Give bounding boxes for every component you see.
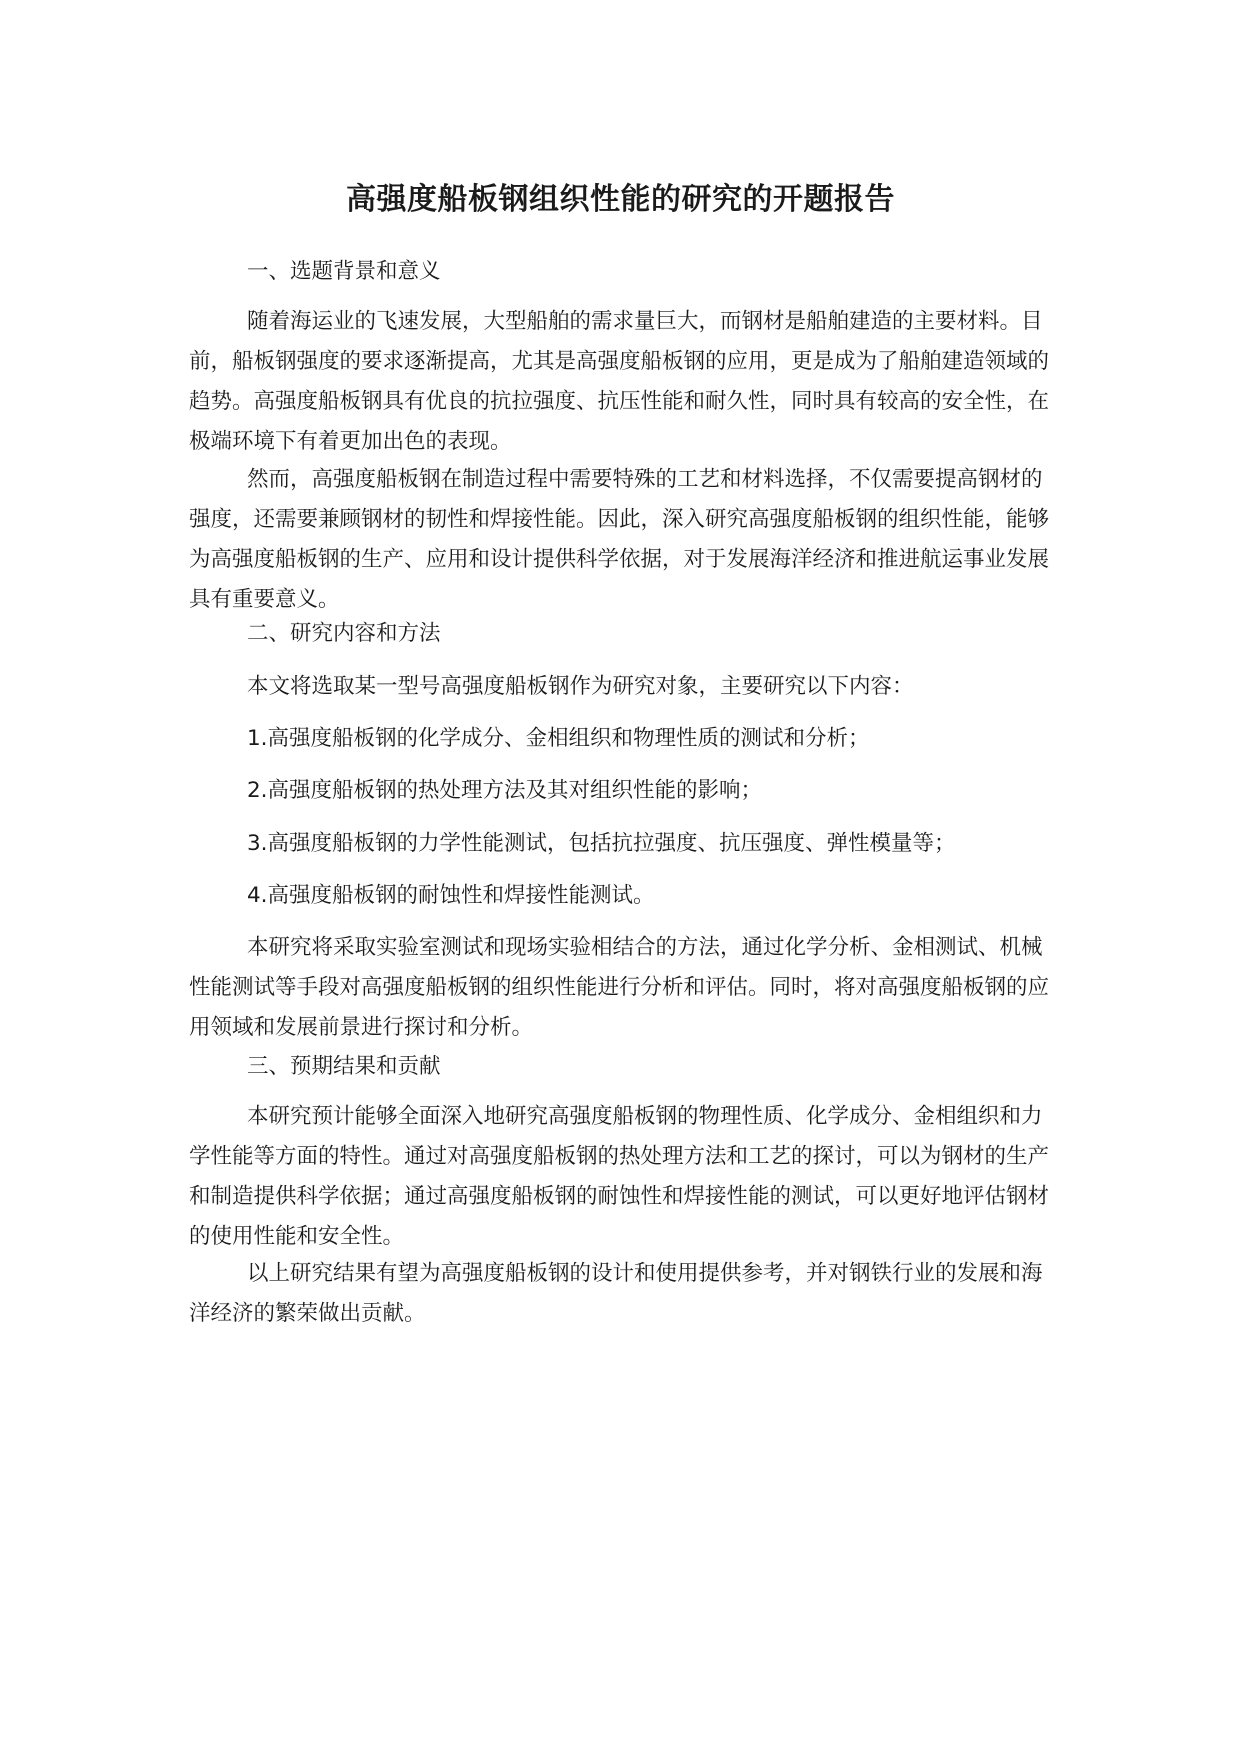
paragraph-research-method: 本研究将采取实验室测试和现场实验相结合的方法，通过化学分析、金相测试、机械性能测试等手段对高强度船板钢的组织性能进行分析和评估。同时，将对高强度船板钢的应用领域和发展前景进行探讨和分析。 — [189, 935, 1050, 1040]
list-item: 1.高强度船板钢的化学成分、金相组织和物理性质的测试和分析； — [247, 726, 870, 751]
section-heading-background: 一、选题背景和意义 — [247, 259, 441, 284]
section-heading-expected-results: 三、预期结果和贡献 — [247, 1054, 441, 1079]
paragraph-expected-results-1: 本研究预计能够全面深入地研究高强度船板钢的物理性质、化学成分、金相组织和力学性能等方面的特性。通过对高强度船板钢的热处理方法和工艺的探讨，可以为钢材的生产和制造提供科学依据；通过高强度船板钢的耐蚀性和焊接性能的测试，可以更好地评估钢材的使用性能和安全性。 — [189, 1104, 1050, 1249]
paragraph-research-intro: 本文将选取某一型号高强度船板钢作为研究对象，主要研究以下内容： — [247, 674, 914, 699]
list-item: 3.高强度船板钢的力学性能测试，包括抗拉强度、抗压强度、弹性模量等； — [247, 831, 956, 856]
list-item: 2.高强度船板钢的热处理方法及其对组织性能的影响； — [247, 778, 763, 803]
paragraph-background-2: 然而，高强度船板钢在制造过程中需要特殊的工艺和材料选择，不仅需要提高钢材的强度，还需要兼顾钢材的韧性和焊接性能。因此，深入研究高强度船板钢的组织性能，能够为高强度船板钢的生产、应用和设计提供科学依据，对于发展海洋经济和推进航运事业发展具有重要意义。 — [189, 467, 1050, 612]
section-heading-content-methods: 二、研究内容和方法 — [247, 621, 441, 646]
paragraph-expected-results-2: 以上研究结果有望为高强度船板钢的设计和使用提供参考，并对钢铁行业的发展和海洋经济的繁荣做出贡献。 — [189, 1261, 1043, 1326]
paragraph-background-1: 随着海运业的飞速发展，大型船舶的需求量巨大，而钢材是船舶建造的主要材料。目前，船板钢强度的要求逐渐提高，尤其是高强度船板钢的应用，更是成为了船舶建造领域的趋势。高强度船板钢具有优良的抗拉强度、抗压性能和耐久性，同时具有较高的安全性，在极端环境下有着更加出色的表现。 — [189, 309, 1050, 454]
list-item: 4.高强度船板钢的耐蚀性和焊接性能测试。 — [247, 883, 655, 908]
document-title: 高强度船板钢组织性能的研究的开题报告 — [346, 182, 895, 217]
